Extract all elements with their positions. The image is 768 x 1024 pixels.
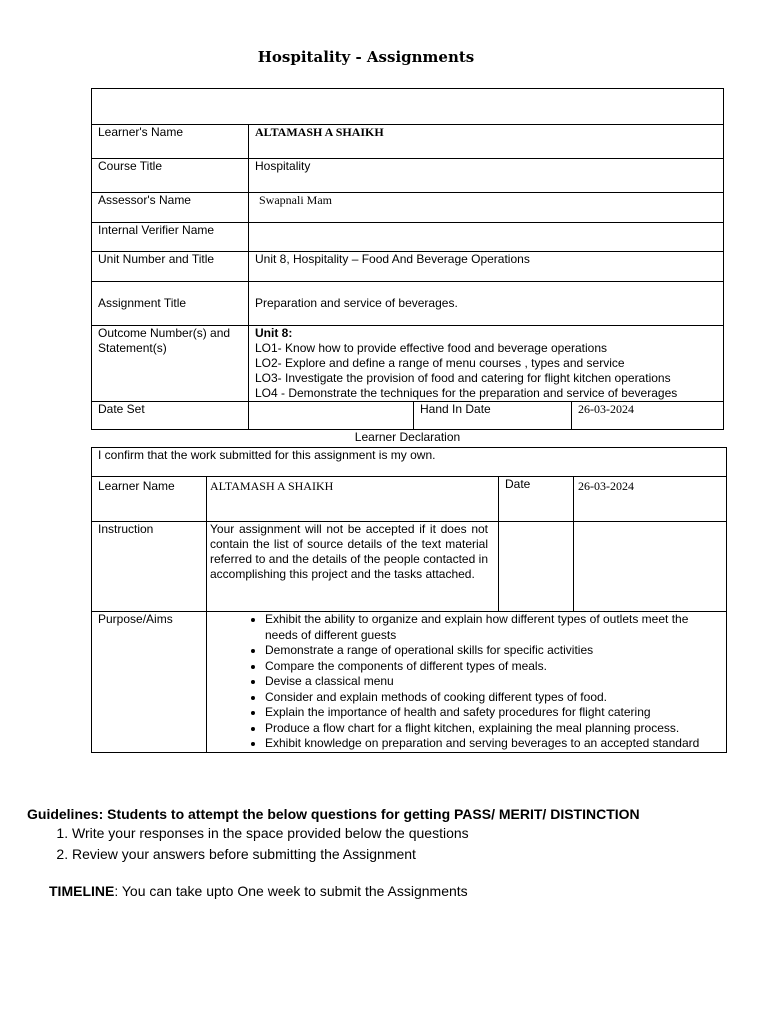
unit-row — [92, 252, 724, 282]
guidelines-heading: Guidelines: Students to attempt the below questions for getting PASS/ MERIT/ DISTINCTION — [27, 806, 640, 822]
course-title-row — [92, 159, 724, 193]
learner-name-row — [92, 125, 724, 159]
declaration-heading: Learner Declaration — [354, 430, 461, 444]
page-title: Hospitality - Assignments — [257, 48, 475, 66]
course-title-value: Hospitality — [249, 159, 724, 193]
declaration-name-value: ALTAMASH A SHAIKH — [207, 477, 499, 522]
aim-item: • Compare the components of different types of meals. — [265, 659, 720, 675]
confirm-row — [92, 448, 727, 477]
outcome-row — [92, 326, 724, 402]
confirm-text: I confirm that the work submitted for this assignment is my own. — [92, 448, 727, 477]
outcome-item: LO4 - Demonstrate the techniques for the preparation and service of beverages — [255, 386, 678, 400]
assignment-details-table — [91, 88, 724, 430]
instruction-label: Instruction — [92, 522, 207, 612]
assessor-row — [92, 193, 724, 223]
instruction-blank-cell — [574, 522, 727, 612]
hand-in-label: Hand In Date — [414, 402, 572, 430]
timeline-text — [49, 883, 468, 899]
aim-item: • Exhibit the ability to organize and explain how different types of outlets meet the needs of different guests — [265, 612, 720, 643]
outcome-item: LO2- Explore and define a range of menu courses , types and service — [255, 356, 625, 370]
timeline-label: TIMELINE — [49, 883, 115, 899]
date-set-value — [249, 402, 414, 430]
learner-name-label: Learner's Name — [92, 125, 249, 159]
guideline-step: 1. Write your responses in the space provided below the questions — [72, 823, 469, 844]
verifier-row — [92, 223, 724, 252]
guidelines-steps — [50, 823, 469, 865]
declaration-name-label: Learner Name — [92, 477, 207, 522]
blank-header-cell — [92, 89, 724, 125]
verifier-value — [249, 223, 724, 252]
aims-list — [207, 612, 720, 752]
declaration-date-value: 26-03-2024 — [574, 477, 727, 522]
verifier-label: Internal Verifier Name — [92, 223, 249, 252]
course-title-label: Course Title — [92, 159, 249, 193]
purpose-label: Purpose/Aims — [92, 612, 207, 753]
assignment-title-label: Assignment Title — [92, 282, 249, 326]
aim-item: • Devise a classical menu — [265, 674, 720, 690]
instruction-blank-cell — [499, 522, 574, 612]
outcome-item: LO3- Investigate the provision of food and catering for flight kitchen operations — [255, 371, 671, 385]
instruction-row — [92, 522, 727, 612]
aim-item: • Explain the importance of health and safety procedures for flight catering — [265, 705, 720, 721]
unit-value: Unit 8, Hospitality – Food And Beverage Operations — [249, 252, 724, 282]
date-set-label: Date Set — [92, 402, 249, 430]
timeline-detail: : You can take upto One week to submit the Assignments — [114, 883, 468, 899]
assessor-value: Swapnali Mam — [249, 193, 724, 223]
learner-declaration-table — [91, 447, 727, 753]
table-header-row — [92, 89, 724, 125]
aim-item: • Produce a flow chart for a flight kitchen, explaining the meal planning process. — [265, 721, 720, 737]
outcome-item: LO1- Know how to provide effective food and beverage operations — [255, 341, 608, 355]
outcome-unit: Unit 8: — [255, 326, 293, 340]
assignment-title-row — [92, 282, 724, 326]
purpose-row — [92, 612, 727, 753]
purpose-aims — [207, 612, 727, 753]
declaration-date-label: Date — [499, 477, 574, 522]
assignment-title-value: Preparation and service of beverages. — [249, 282, 724, 326]
outcome-label: Outcome Number(s) and Statement(s) — [92, 326, 249, 402]
declaration-name-row — [92, 477, 727, 522]
unit-label: Unit Number and Title — [92, 252, 249, 282]
aim-item: • Demonstrate a range of operational skills for specific activities — [265, 643, 720, 659]
hand-in-value: 26-03-2024 — [572, 402, 724, 430]
assessor-label: Assessor's Name — [92, 193, 249, 223]
learner-name-value: ALTAMASH A SHAIKH — [249, 125, 724, 159]
aim-item: • Consider and explain methods of cooking different types of food. — [265, 690, 720, 706]
dates-row — [92, 402, 724, 430]
outcome-value — [249, 326, 724, 402]
guideline-step: 2. Review your answers before submitting the Assignment — [72, 844, 469, 865]
instruction-text: Your assignment will not be accepted if it does not contain the list of source details of the text material referred to and the details of the people contacted in accomplishing this project and the tasks attached. — [207, 522, 499, 612]
aim-item: • Exhibit knowledge on preparation and serving beverages to an accepted standard — [265, 736, 720, 752]
